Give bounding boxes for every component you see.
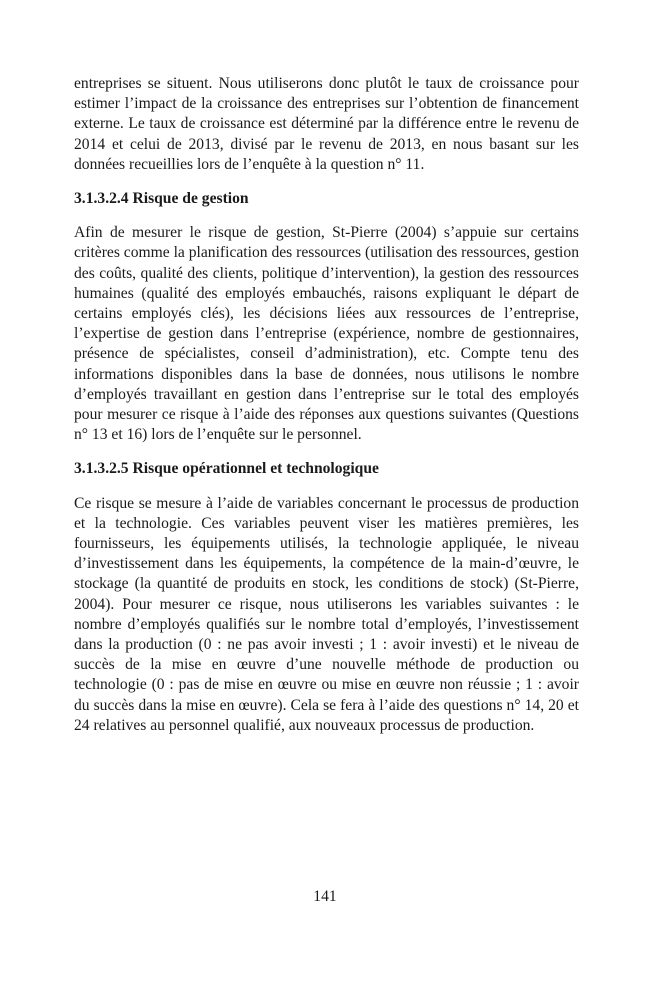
page-body <box>74 74 579 736</box>
paragraph-operational-risk: Ce risque se mesure à l’aide de variables concernant le processus de production et la technologie. Ces variables peuvent viser les matières premières, les fournisseurs, les équipements utilisés, la technologie appliquée, le niveau d’investissement dans les équipements, la compétence de la main-d’œuvre, le stockage (la quantité de produits en stock, les conditions de stock) (St-Pierre, 2004). Pour mesurer ce risque, nous utiliserons les variables suivantes : le nombre d’employés qualifiés sur le nombre total d’employés, l’investissement dans la production (0 : ne pas avoir investi ; 1 : avoir investi) et le niveau de succès de la mise en œuvre d’une nouvelle méthode de production ou technologie (0 : pas de mise en œuvre ou mise en œuvre non réussie ; 1 : avoir du succès dans la mise en œuvre). Cela se fera à l’aide des questions n° 14, 20 et 24 relatives au personnel qualifié, aux nouveaux processus de production. <box>74 494 579 734</box>
paragraph-growth-rate: entreprises se situent. Nous utiliserons donc plutôt le taux de croissance pour estimer l’impact de la croissance des entreprises sur l’obtention de financement externe. Le taux de croissance est déterminé par la différence entre le revenu de 2014 et celui de 2013, divisé par le revenu de 2013, en nous basant sur les données recueillies lors de l’enquête à la question n° 11. <box>74 75 579 173</box>
paragraph-management-risk: Afin de mesurer le risque de gestion, St-Pierre (2004) s’appuie sur certains critères comme la planification des ressources (utilisation des ressources, gestion des coûts, qualité des clients, politique d’intervention), la gestion des ressources humaines (qualité des employés embauchés, raisons expliquant le départ de certains employés clés), les décisions liées aux ressources de l’entreprise, l’expertise de gestion dans l’entreprise (expérience, nombre de gestionnaires, présence de spécialistes, conseil d’administration), etc. Compte tenu des informations disponibles dans la base de données, nous utilisons le nombre d’employés travaillant en gestion dans l’entreprise sur le total des employés pour mesurer ce risque à l’aide des réponses aux questions suivantes (Questions n° 13 et 16) lors de l’enquête sur le personnel. <box>74 224 579 444</box>
heading-management-risk: 3.1.3.2.4 Risque de gestion <box>74 190 249 208</box>
page-number: 141 <box>313 888 337 905</box>
heading-operational-risk: 3.1.3.2.5 Risque opérationnel et technologique <box>74 460 379 478</box>
